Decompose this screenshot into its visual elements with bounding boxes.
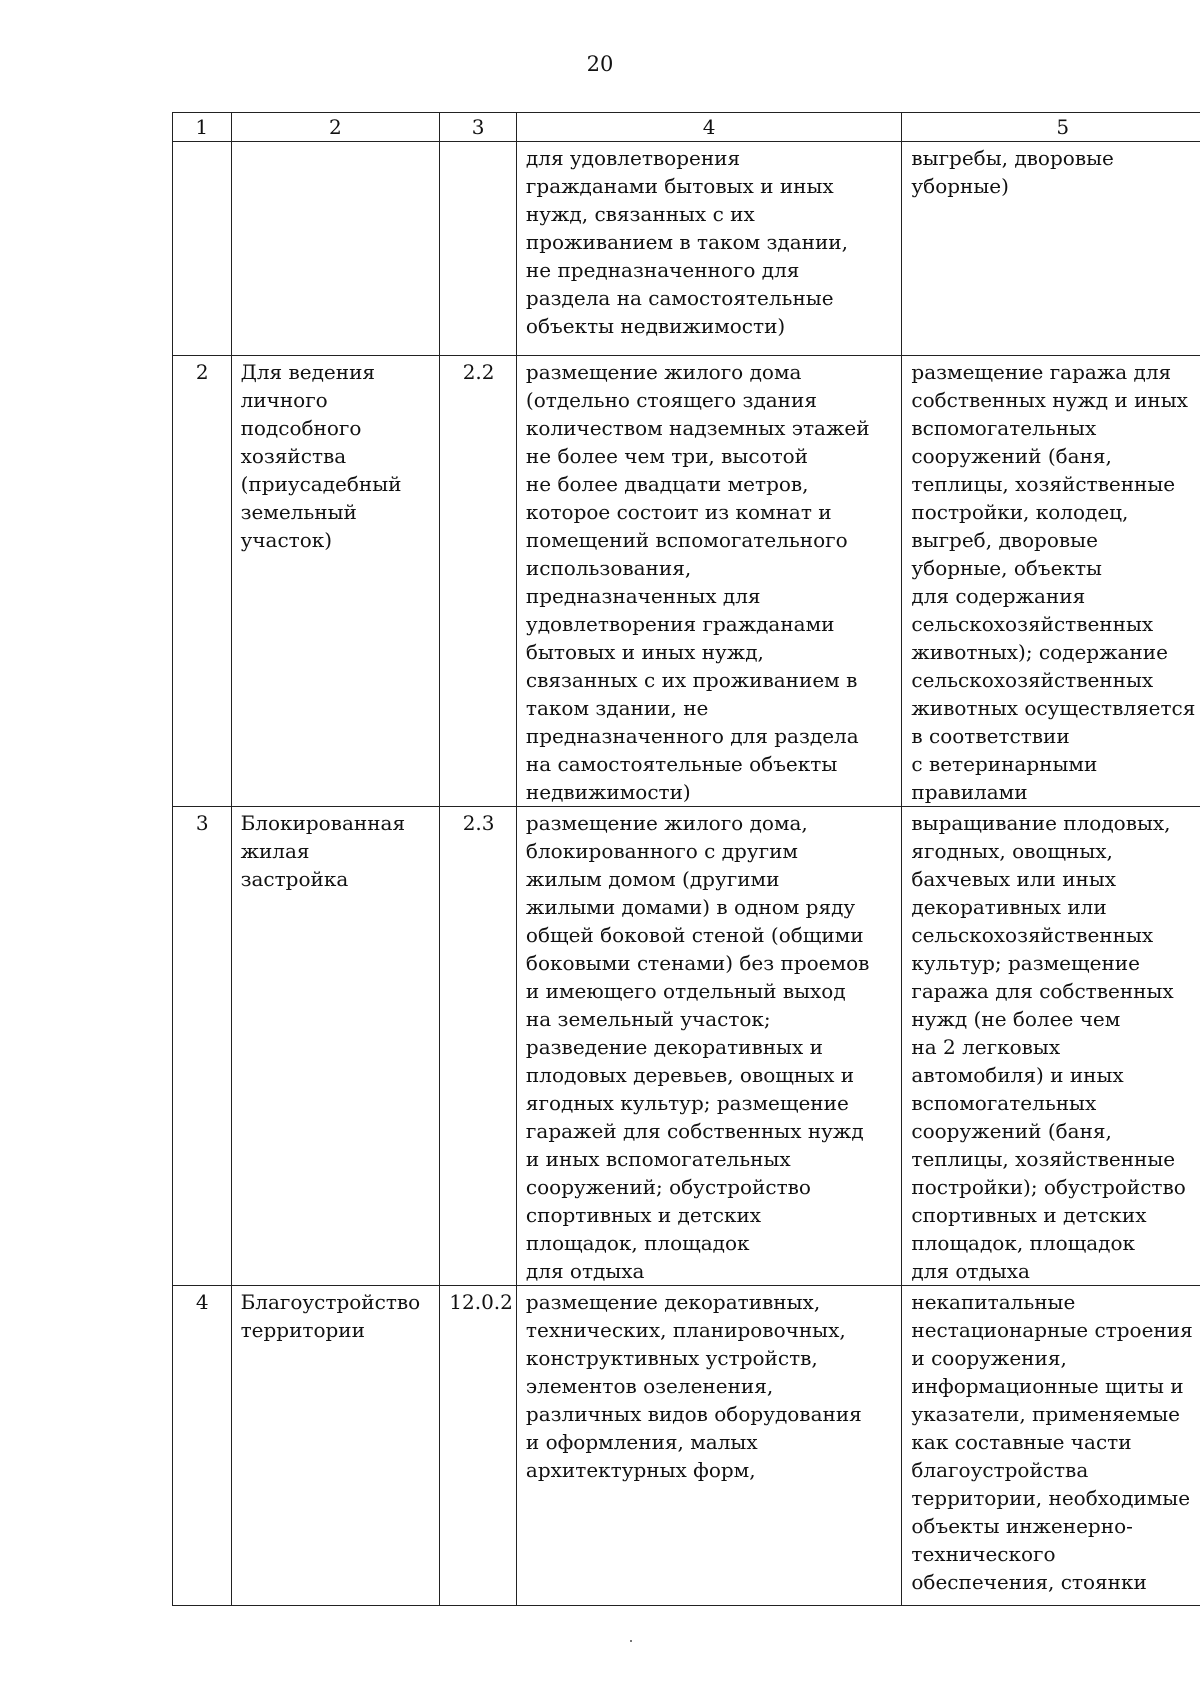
row-number: 4 xyxy=(173,1286,232,1606)
use-type-name: Благоустройство территории xyxy=(231,1286,440,1606)
use-type-description: для удовлетворения гражданами бытовых и иных нужд, связанных с их проживанием в таком здании, не предназначенного для раздела на самостоятельные объекты недвижимости) xyxy=(516,142,901,356)
use-type-description: размещение декоративных, технических, планировочных, конструктивных устройств, элементов озеленения, различных видов оборудования и оформления, малых архитектурных форм, xyxy=(516,1286,901,1606)
table-row xyxy=(173,807,1200,1286)
use-type-description: размещение жилого дома, блокированного с другим жилым домом (другими жилыми домами) в одном ряду общей боковой стеной (общими боковыми стенами) без проемов и имеющего отдельный выход на земельный участок; разведение декоративных и плодовых деревьев, овощных и ягодных культур; размещение гаражей для собственных нужд и иных вспомогательных сооружений; обустройство спортивных и детских площадок, площадок для отдыха xyxy=(516,807,901,1286)
table-row xyxy=(173,356,1200,807)
auxiliary-use-description: некапитальные нестационарные строения и сооружения, информационные щиты и указатели, применяемые как составные части благоустройства территории, необходимые объекты инженерно- технического обеспечения, стоянки xyxy=(902,1286,1200,1606)
scan-speck xyxy=(630,1640,632,1642)
auxiliary-use-description: размещение гаража для собственных нужд и иных вспомогательных сооружений (баня, теплицы, хозяйственные постройки, колодец, выгреб, дворовые уборные, объекты для содержания сельскохозяйственных животных); содержание сельскохозяйственных животных осуществляется в соответствии с ветеринарными правилами xyxy=(902,356,1200,807)
auxiliary-use-description: выгребы, дворовые уборные) xyxy=(902,142,1200,356)
table-header-row xyxy=(173,113,1200,142)
auxiliary-use-description: выращивание плодовых, ягодных, овощных, бахчевых или иных декоративных или сельскохозяйственных культур; размещение гаража для собственных нужд (не более чем на 2 легковых автомобиля) и иных вспомогательных сооружений (баня, теплицы, хозяйственные постройки); обустройство спортивных и детских площадок, площадок для отдыха xyxy=(902,807,1200,1286)
header-cell-5: 5 xyxy=(902,113,1200,142)
use-type-name: Блокированная жилая застройка xyxy=(231,807,440,1286)
use-type-code: 2.2 xyxy=(440,356,517,807)
row-number xyxy=(173,142,232,356)
row-number: 3 xyxy=(173,807,232,1286)
use-type-name xyxy=(231,142,440,356)
use-type-code: 2.3 xyxy=(440,807,517,1286)
header-cell-2: 2 xyxy=(231,113,440,142)
table-row xyxy=(173,1286,1200,1606)
table-row xyxy=(173,142,1200,356)
header-cell-1: 1 xyxy=(173,113,232,142)
use-type-code: 12.0.2 xyxy=(440,1286,517,1606)
land-use-table xyxy=(172,112,1200,1606)
use-type-name: Для ведения личного подсобного хозяйства (приусадебный земельный участок) xyxy=(231,356,440,807)
use-type-description: размещение жилого дома (отдельно стоящего здания количеством надземных этажей не более чем три, высотой не более двадцати метров, которое состоит из комнат и помещений вспомогательного использования, предназначенных для удовлетворения гражданами бытовых и иных нужд, связанных с их проживанием в таком здании, не предназначенного для раздела на самостоятельные объекты недвижимости) xyxy=(516,356,901,807)
page-number: 20 xyxy=(586,52,614,76)
row-number: 2 xyxy=(173,356,232,807)
header-cell-4: 4 xyxy=(516,113,901,142)
use-type-code xyxy=(440,142,517,356)
header-cell-3: 3 xyxy=(440,113,517,142)
